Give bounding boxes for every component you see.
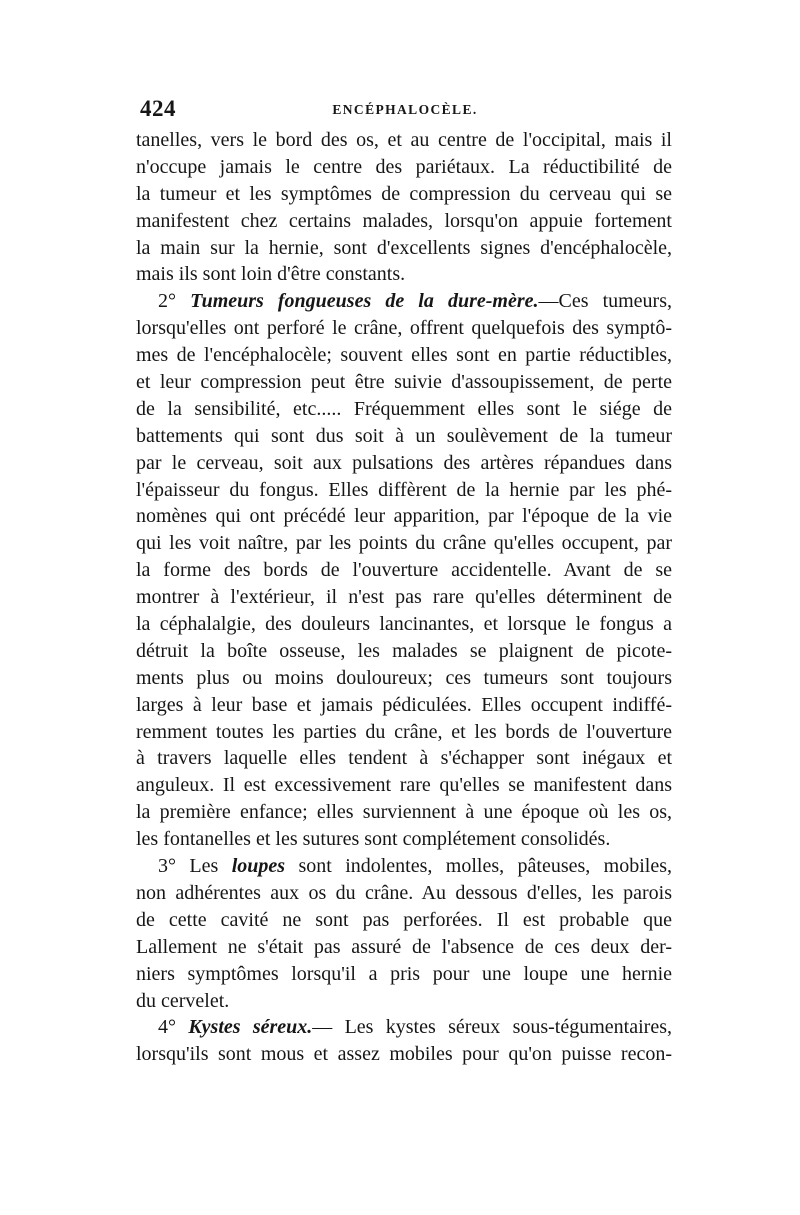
- text-line: la forme des bords de l'ouverture accidentelle. Avant de se: [136, 559, 672, 582]
- paragraph-heading-line: [136, 288, 672, 315]
- text-line: anguleux. Il est excessivement rare qu'elles se manifestent dans: [136, 774, 672, 797]
- text-line: Lallement ne s'était pas assuré de l'absence de ces deux der-: [136, 935, 672, 958]
- paragraph-number: 2°: [158, 290, 176, 313]
- text-line: de cette cavité ne sont pas perforées. Il est probable que: [136, 908, 672, 931]
- text-line: montrer à l'extérieur, il n'est pas rare qu'elles déterminent de: [136, 586, 672, 609]
- paragraph-number: 4°: [158, 1016, 176, 1039]
- text-line: et leur compression peut être suivie d'assoupissement, de perte: [136, 371, 672, 394]
- paragraph-pre: Les: [189, 855, 219, 878]
- text-line: niers symptômes lorsqu'il a pris pour une loupe une hernie: [136, 962, 672, 985]
- paragraph-heading-line: [136, 853, 672, 880]
- paragraph-lead: sont indolentes, molles, pâteuses, mobiles,: [298, 855, 672, 878]
- text-line: à travers laquelle elles tendent à s'échapper sont inégaux et: [136, 747, 672, 770]
- text-line: détruit la boîte osseuse, les malades se plaignent de picote-: [136, 639, 672, 662]
- text-line: lorsqu'ils sont mous et assez mobiles pour qu'on puisse recon-: [136, 1043, 672, 1066]
- running-head: ENCÉPHALOCÈLE.: [332, 102, 478, 117]
- text-line: l'épaisseur du fongus. Elles diffèrent de la hernie par les phé-: [136, 478, 672, 501]
- text-line: ments plus ou moins douloureux; ces tumeurs sont toujours: [136, 666, 672, 689]
- text-line: de la sensibilité, etc..... Fréquemment elles sont le siége de: [136, 397, 672, 420]
- text-line: manifestent chez certains malades, lorsqu'on appuie fortement: [136, 209, 672, 232]
- page-number: 424: [140, 96, 176, 121]
- text-line: par le cerveau, soit aux pulsations des artères répandues dans: [136, 451, 672, 474]
- text-line: tanelles, vers le bord des os, et au centre de l'occipital, mais il: [136, 129, 672, 151]
- text-line: larges à leur base et jamais pédiculées. Elles occupent indiffé-: [136, 693, 672, 716]
- text-line: les fontanelles et les sutures sont complétement consolidés.: [136, 828, 611, 851]
- text-line: la première enfance; elles surviennent à une époque où les os,: [136, 801, 672, 824]
- text-line: battements qui sont dus soit à un soulèvement de la tumeur: [136, 424, 672, 447]
- paragraph-title: Kystes séreux.: [188, 1016, 313, 1039]
- body-text: [136, 127, 672, 1068]
- text-line: mes de l'encéphalocèle; souvent elles sont en partie réductibles,: [136, 344, 672, 367]
- paragraph-heading-line: [136, 1014, 672, 1041]
- text-line: non adhérentes aux os du crâne. Au dessous d'elles, les parois: [136, 881, 672, 904]
- text-line: du cervelet.: [136, 989, 230, 1012]
- text-line: lorsqu'elles ont perforé le crâne, offrent quelquefois des symptô-: [136, 317, 672, 340]
- paragraph-lead: —Ces tumeurs,: [538, 290, 672, 313]
- text-line: la céphalalgie, des douleurs lancinantes, et lorsque le fongus a: [136, 613, 672, 636]
- text-line: qui les voit naître, par les points du crâne qu'elles occupent, par: [136, 532, 672, 555]
- paragraph-number: 3°: [158, 855, 176, 878]
- text-line: remment toutes les parties du crâne, et les bords de l'ouverture: [136, 720, 672, 743]
- text-line: n'occupe jamais le centre des pariétaux. La réductibilité de: [136, 155, 672, 178]
- paragraph-lead: — Les kystes séreux sous-tégumentaires,: [312, 1016, 672, 1039]
- paragraph-term: loupes: [231, 855, 286, 878]
- text-line: mais ils sont loin d'être constants.: [136, 263, 406, 286]
- text-line: la tumeur et les symptômes de compression du cerveau qui se: [136, 182, 672, 205]
- text-line: la main sur la hernie, sont d'excellents signes d'encéphalocèle,: [136, 236, 672, 259]
- paragraph-title: Tumeurs fongueuses de la dure-mère.: [190, 290, 539, 313]
- page-header: [140, 96, 670, 126]
- text-line: nomènes qui ont précédé leur apparition, par l'époque de la vie: [136, 505, 672, 528]
